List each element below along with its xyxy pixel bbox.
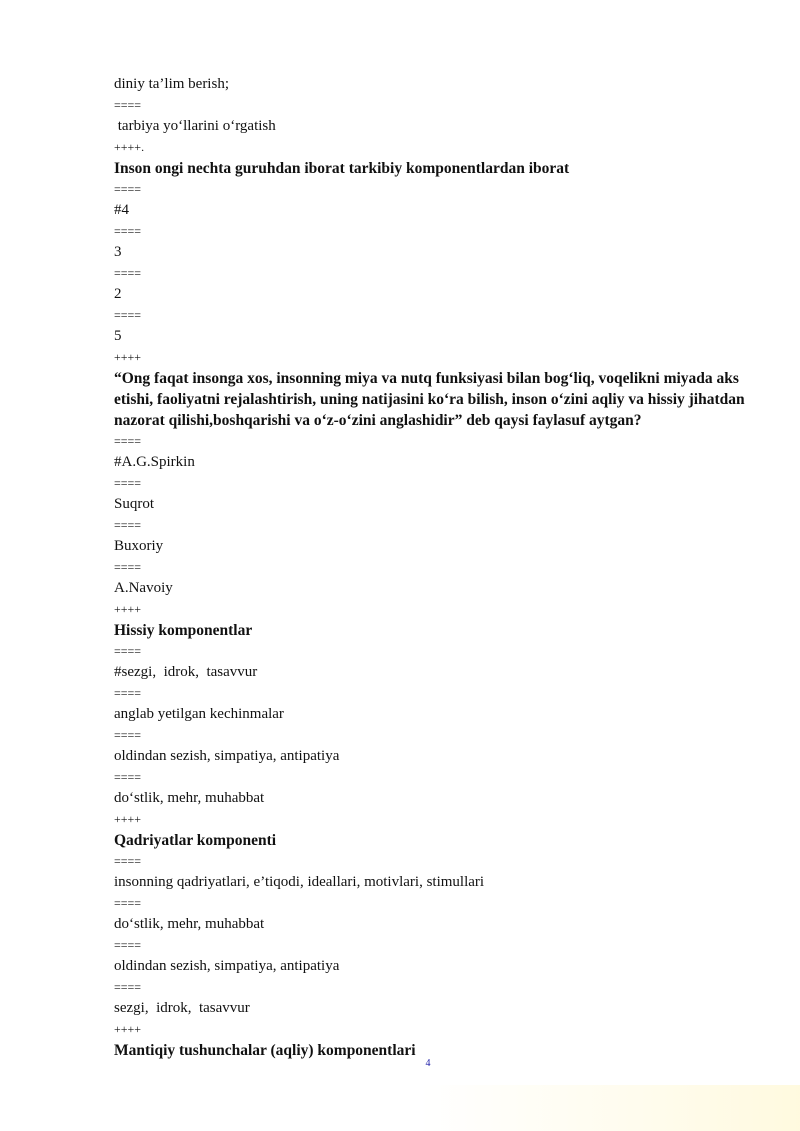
separator: ====	[114, 980, 142, 994]
answer-option: sezgi, idrok, tasavvur	[114, 1000, 250, 1016]
separator: ====	[114, 224, 142, 238]
question-text: “Ong faqat insonga xos, insonning miya va nutq funksiyasi bilan bog‘liq, voqelikni miyada aks etishi, faoliyatni rejalashtirish, uning natijasini ko‘ra bilish, inson o‘zini aqliy va hissiy jihatdan nazorat qilishi,boshqarishi va o‘z-o‘zini anglashidir” deb qaysi faylasuf aytgan?	[114, 370, 745, 429]
separator: ====	[114, 854, 142, 868]
answer-option: do‘stlik, mehr, muhabbat	[114, 916, 265, 932]
answer-option: A.Navoiy	[114, 580, 173, 596]
answer-option: Suqrot	[114, 496, 155, 512]
correct-answer: #4	[114, 202, 129, 218]
answer-option: do‘stlik, mehr, muhabbat	[114, 790, 265, 806]
answer-option: 3	[114, 244, 122, 260]
separator: ====	[114, 518, 142, 532]
separator: ====	[114, 560, 142, 574]
question-text: Qadriyatlar komponenti	[114, 832, 277, 849]
separator: ====	[114, 644, 142, 658]
separator: ====	[114, 770, 142, 784]
answer-option: oldindan sezish, simpatiya, antipatiya	[114, 958, 340, 974]
answer-option: 5	[114, 328, 122, 344]
question-delimiter: ++++	[114, 350, 142, 364]
separator: ====	[114, 686, 142, 700]
answer-option: anglab yetilgan kechinmalar	[114, 706, 284, 722]
answer-option: oldindan sezish, simpatiya, antipatiya	[114, 748, 340, 764]
question-text: Inson ongi nechta guruhdan iborat tarkibiy komponentlardan iborat	[114, 160, 570, 177]
question-delimiter: ++++	[114, 812, 142, 826]
answer-option: Buxoriy	[114, 538, 164, 554]
question-delimiter: ++++	[114, 1022, 142, 1036]
correct-answer: #A.G.Spirkin	[114, 454, 195, 470]
page-content	[114, 74, 754, 1061]
separator: ====	[114, 308, 142, 322]
separator: ====	[114, 728, 142, 742]
separator: ====	[114, 182, 142, 196]
separator: ====	[114, 896, 142, 910]
question-delimiter: ++++.	[114, 140, 145, 154]
separator: ====	[114, 98, 142, 112]
page-number: 4	[425, 1058, 431, 1069]
answer-option: diniy ta’lim berish;	[114, 76, 229, 92]
answer-option: insonning qadriyatlari, e’tiqodi, ideallari, motivlari, stimullari	[114, 874, 485, 890]
separator: ====	[114, 938, 142, 952]
separator: ====	[114, 434, 142, 448]
question-delimiter: ++++	[114, 602, 142, 616]
answer-option: 2	[114, 286, 122, 302]
question-text: Hissiy komponentlar	[114, 622, 253, 639]
separator: ====	[114, 266, 142, 280]
page-edge-tint	[420, 1085, 800, 1131]
separator: ====	[114, 476, 142, 490]
correct-answer: #sezgi, idrok, tasavvur	[114, 664, 258, 680]
answer-option: tarbiya yo‘llarini o‘rgatish	[114, 118, 276, 134]
question-text: Mantiqiy tushunchalar (aqliy) komponentlari	[114, 1042, 416, 1059]
